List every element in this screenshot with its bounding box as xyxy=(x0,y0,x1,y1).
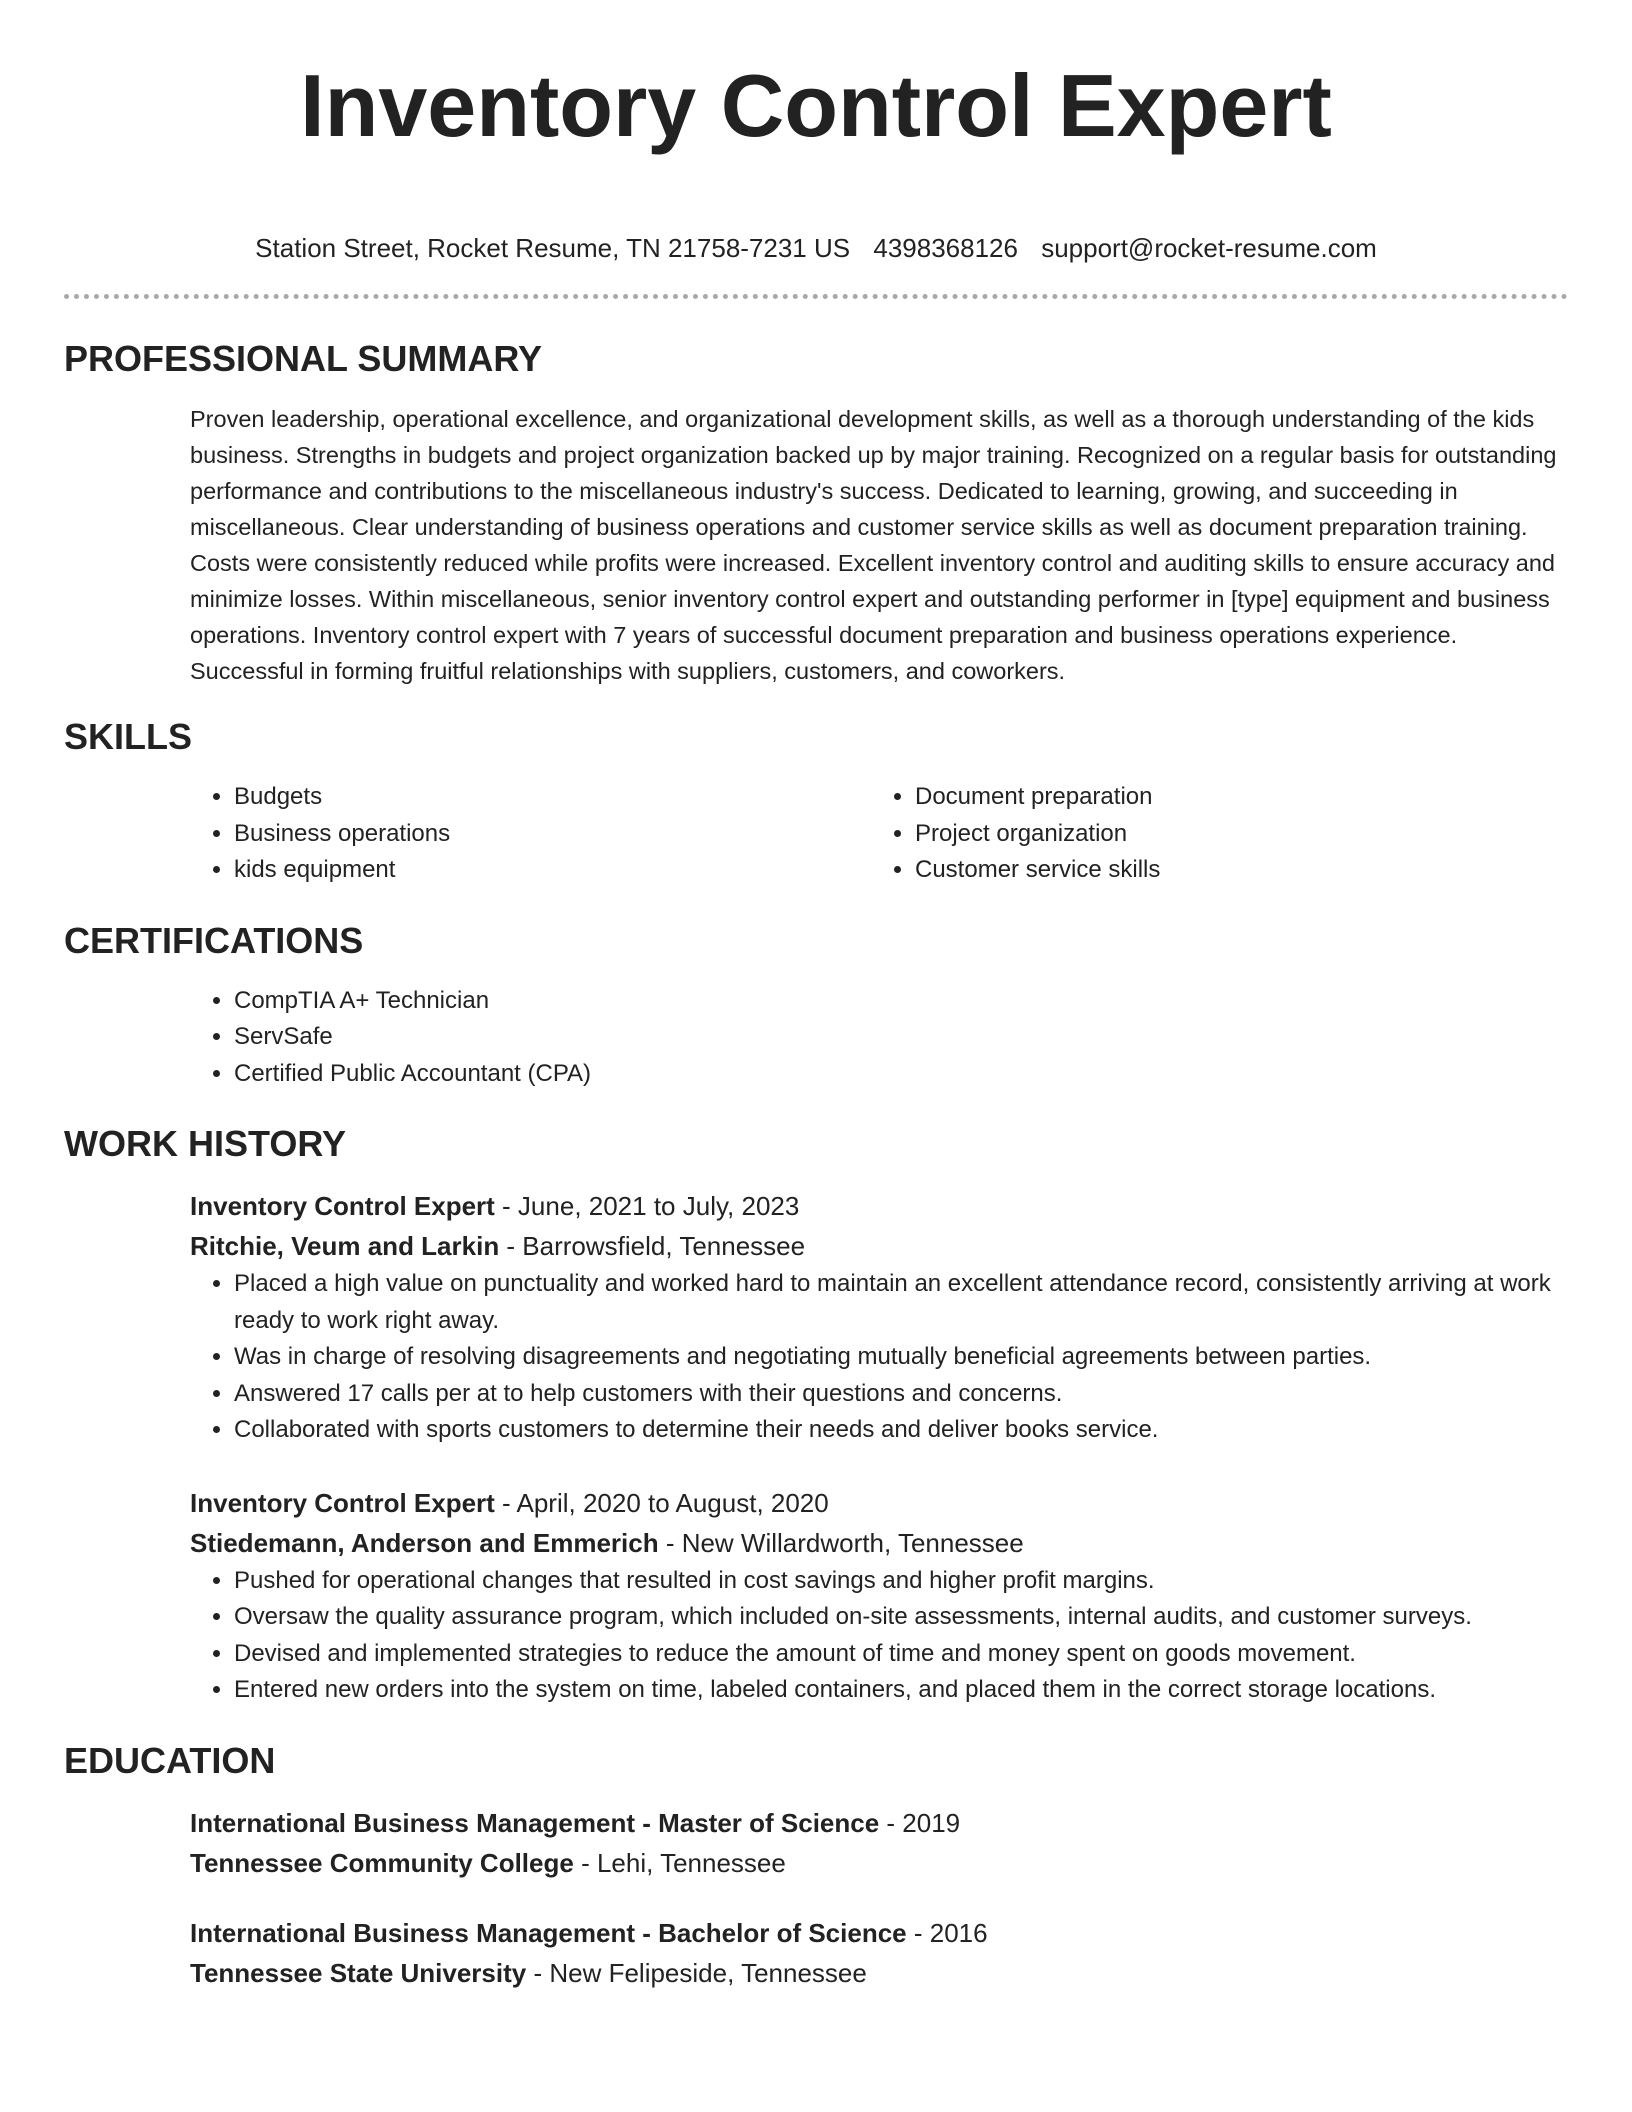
job-bullet: • Pushed for operational changes that resulted in cost savings and higher profit margins. xyxy=(234,1563,1568,1600)
education-year: - 2019 xyxy=(879,1807,961,1838)
skills-section xyxy=(190,779,1568,889)
certifications-section xyxy=(190,983,1568,1093)
education-heading: EDUCATION xyxy=(64,1739,276,1781)
skills-heading: SKILLS xyxy=(64,716,193,757)
job-role: Inventory Control Expert xyxy=(190,1191,495,1221)
job-bullets xyxy=(190,1266,1568,1449)
summary-text: Proven leadership, operational excellence, and organizational development skills, as well as a thorough understanding of the kids business. Strengths in budgets and project organization backed up by major training. Recognized on a regular basis for outstanding performance and contributions to the miscellaneous industry's success. Dedicated to learning, growing, and succeeding in miscellaneous. Clear understanding of business operations and customer service skills as well as document preparation training. Costs were consistently reduced while profits were increased. Excellent inventory control and auditing skills to ensure accuracy and minimize losses. Within miscellaneous, senior inventory control expert and outstanding performer in [type] equipment and business operations. Inventory control expert with 7 years of successful document preparation and business operations experience. Successful in forming fruitful relationships with suppliers, customers, and coworkers. xyxy=(190,406,1557,684)
certifications-heading: CERTIFICATIONS xyxy=(64,919,364,961)
education-location: - New Felipeside, Tennessee xyxy=(526,1957,867,1988)
skill-item: • Customer service skills xyxy=(915,852,1552,889)
job-company-line xyxy=(190,1523,1568,1563)
work-history-heading: WORK HISTORY xyxy=(64,1123,347,1164)
education-degree-line xyxy=(190,1803,1568,1843)
certification-item: • ServSafe xyxy=(234,1019,1568,1056)
education-section xyxy=(190,1803,1568,1993)
skills-column-right xyxy=(871,779,1552,889)
work-history-section xyxy=(190,1186,1568,1709)
certification-item: • Certified Public Accountant (CPA) xyxy=(234,1056,1568,1093)
education-entry xyxy=(190,1913,1568,1993)
job-bullet: • Was in charge of resolving disagreements and negotiating mutually beneficial agreements between parties. xyxy=(234,1339,1568,1376)
education-school: Tennessee Community College xyxy=(190,1847,574,1878)
job-bullet: • Answered 17 calls per at to help customers with their questions and concerns. xyxy=(234,1376,1568,1413)
job-bullet: • Collaborated with sports customers to determine their needs and deliver books service. xyxy=(234,1412,1568,1449)
skills-column-left xyxy=(190,779,871,889)
job-entry xyxy=(190,1186,1568,1449)
job-company: Ritchie, Veum and Larkin xyxy=(190,1231,500,1261)
contact-email: support@rocket-resume.com xyxy=(1041,233,1377,263)
skill-item: • Project organization xyxy=(915,816,1552,853)
job-location: - Barrowsfield, Tennessee xyxy=(499,1231,806,1261)
job-entry xyxy=(190,1483,1568,1709)
skills-list-left xyxy=(190,779,871,889)
education-year: - 2016 xyxy=(906,1917,988,1948)
job-dates: - April, 2020 to August, 2020 xyxy=(494,1487,829,1518)
job-bullets xyxy=(190,1563,1568,1709)
job-dates: - June, 2021 to July, 2023 xyxy=(494,1191,800,1221)
job-bullet: • Placed a high value on punctuality and worked hard to maintain an excellent attendance record, consistently arriving at work ready to work right away. xyxy=(234,1266,1568,1339)
job-bullet: • Devised and implemented strategies to reduce the amount of time and money spent on goods movement. xyxy=(234,1636,1568,1673)
skill-item: • Document preparation xyxy=(915,779,1552,816)
skill-item: • Business operations xyxy=(234,816,871,853)
education-school-line xyxy=(190,1843,1568,1883)
certifications-list xyxy=(190,983,1568,1093)
education-location: - Lehi, Tennessee xyxy=(573,1847,786,1878)
job-title-line xyxy=(190,1483,1568,1523)
education-degree-line xyxy=(190,1913,1568,1953)
job-role: Inventory Control Expert xyxy=(190,1487,495,1518)
job-company: Stiedemann, Anderson and Emmerich xyxy=(190,1527,659,1558)
job-title-line xyxy=(190,1186,1568,1226)
education-entry xyxy=(190,1803,1568,1883)
education-degree: International Business Management - Master of Science xyxy=(190,1807,880,1838)
contact-address: Station Street, Rocket Resume, TN 21758-7231 US xyxy=(255,233,851,263)
certification-item: • CompTIA A+ Technician xyxy=(234,983,1568,1020)
job-bullet: • Oversaw the quality assurance program, which included on-site assessments, internal audits, and customer surveys. xyxy=(234,1599,1568,1636)
job-bullet: • Entered new orders into the system on time, labeled containers, and placed them in the correct storage locations. xyxy=(234,1672,1568,1709)
skill-item: • Budgets xyxy=(234,779,871,816)
job-location: - New Willardworth, Tennessee xyxy=(658,1527,1024,1558)
summary-heading: PROFESSIONAL SUMMARY xyxy=(64,338,543,379)
education-degree: International Business Management - Bachelor of Science xyxy=(190,1917,907,1948)
summary-section xyxy=(190,401,1568,689)
skills-list-right xyxy=(871,779,1552,889)
education-school-line xyxy=(190,1953,1568,1993)
contact-phone: 4398368126 xyxy=(873,233,1018,263)
resume-name: Inventory Control Expert xyxy=(300,56,1332,155)
contact-line xyxy=(64,232,1568,264)
job-company-line xyxy=(190,1226,1568,1266)
skill-item: • kids equipment xyxy=(234,852,871,889)
header-divider xyxy=(64,294,1568,299)
education-school: Tennessee State University xyxy=(190,1957,527,1988)
